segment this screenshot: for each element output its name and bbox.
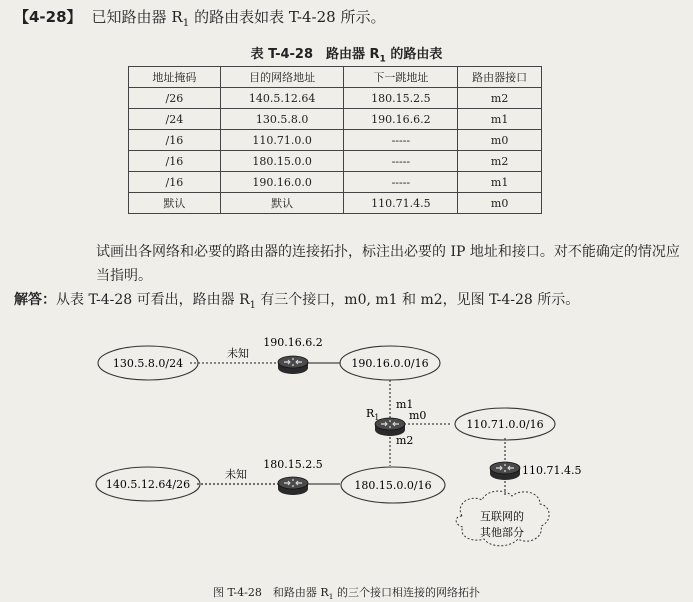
header-destination: 目的网络地址	[220, 67, 344, 88]
interface-m0-label: m0	[409, 409, 427, 422]
cell-interface: m1	[458, 109, 542, 130]
header-next-hop: 下一跳地址	[344, 67, 458, 88]
cell-mask: /16	[129, 172, 221, 193]
question-number: 【4-28】	[14, 8, 82, 26]
network-180-label: 180.15.0.0/16	[354, 479, 432, 492]
cell-next-hop: 180.15.2.5	[344, 88, 458, 109]
table-caption-after: 的路由表	[385, 47, 443, 62]
router-190-icon	[278, 356, 308, 374]
cell-mask: /16	[129, 130, 221, 151]
router-190-ip: 190.16.6.2	[263, 336, 323, 349]
question-text-after: 的路由表如表 T-4-28 所示。	[189, 8, 386, 26]
network-140-label: 140.5.12.64/26	[105, 478, 191, 491]
table-row	[129, 109, 542, 130]
cell-interface: m2	[458, 88, 542, 109]
figure-caption	[0, 584, 693, 601]
routing-table	[128, 66, 542, 214]
cell-destination: 180.15.0.0	[220, 151, 344, 172]
cell-destination: 110.71.0.0	[220, 130, 344, 151]
table-row	[129, 88, 542, 109]
figure-caption-after: 的三个接口相连接的网络拓扑	[333, 586, 481, 599]
cell-destination: 140.5.12.64	[220, 88, 344, 109]
cell-interface: m0	[458, 193, 542, 214]
router-110-icon	[490, 462, 520, 480]
network-130-label: 130.5.8.0/24	[112, 357, 184, 370]
cell-destination: 默认	[220, 193, 344, 214]
cell-mask: /26	[129, 88, 221, 109]
instruction-paragraph: 试画出各网络和必要的路由器的连接拓扑，标注出必要的 IP 地址和接口。对不能确定的情况应当指明。	[96, 244, 680, 284]
router-180-icon	[278, 477, 308, 495]
cell-destination: 190.16.0.0	[220, 172, 344, 193]
answer-line	[14, 289, 579, 311]
cell-mask: /16	[129, 151, 221, 172]
cell-next-hop: -----	[344, 151, 458, 172]
interface-m2-label: m2	[396, 434, 414, 447]
unknown-label-bottom: 未知	[225, 468, 247, 481]
network-190-label: 190.16.0.0/16	[351, 357, 429, 370]
cell-interface: m0	[458, 130, 542, 151]
answer-label: 解答：	[14, 292, 56, 308]
router-110-ip: 110.71.4.5	[522, 464, 582, 477]
table-row	[129, 130, 542, 151]
question-text-before: 已知路由器 R	[91, 8, 183, 26]
header-mask: 地址掩码	[129, 67, 221, 88]
network-110-label: 110.71.0.0/16	[466, 418, 544, 431]
table-caption	[0, 43, 693, 65]
table-row	[129, 151, 542, 172]
cloud-label-line2: 其他部分	[480, 526, 524, 539]
table-caption-subscript: 1	[379, 54, 386, 65]
answer-subscript: 1	[249, 299, 256, 311]
question-line	[14, 6, 385, 29]
cell-interface: m1	[458, 172, 542, 193]
question-subscript: 1	[182, 17, 190, 29]
figure-caption-subscript: 1	[328, 592, 334, 602]
answer-text-after: 有三个接口，m0, m1 和 m2，见图 T-4-28 所示。	[255, 292, 580, 308]
figure-caption-before: 图 T-4-28 和路由器 R	[212, 586, 329, 599]
table-row	[129, 172, 542, 193]
r1-label: $R_1$	[366, 407, 380, 422]
cell-next-hop: 190.16.6.2	[344, 109, 458, 130]
unknown-label-top: 未知	[227, 347, 249, 360]
cell-next-hop: -----	[344, 130, 458, 151]
table-row	[129, 193, 542, 214]
cell-next-hop: -----	[344, 172, 458, 193]
cell-next-hop: 110.71.4.5	[344, 193, 458, 214]
cloud-label-line1: 互联网的	[480, 510, 524, 523]
interface-m1-label: m1	[396, 398, 414, 411]
cell-mask: /24	[129, 109, 221, 130]
cell-destination: 130.5.8.0	[220, 109, 344, 130]
cell-mask: 默认	[129, 193, 221, 214]
table-caption-before: 表 T-4-28 路由器 R	[250, 47, 380, 62]
router-180-ip: 180.15.2.5	[263, 458, 323, 471]
network-topology-diagram	[0, 330, 693, 580]
header-interface: 路由器接口	[458, 67, 542, 88]
cell-interface: m2	[458, 151, 542, 172]
answer-text-before: 从表 T-4-28 可看出，路由器 R	[56, 292, 250, 308]
table-header-row	[129, 67, 542, 88]
